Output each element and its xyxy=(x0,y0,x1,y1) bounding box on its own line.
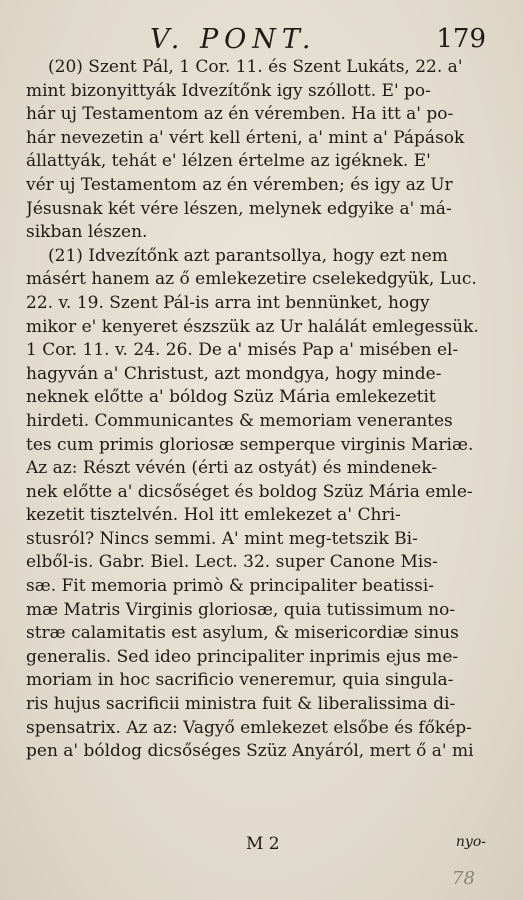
text-line: ris hujus sacrificii ministra fuit & liberalissima di- xyxy=(26,694,456,715)
text-line: pen a' bóldog dicsőséges Szüz Anyáról, mert ő a' mi xyxy=(26,741,474,762)
text-line: állattyák, tehát e' lélzen értelme az igéknek. E' xyxy=(26,151,431,172)
text-line: sæ. Fit memoria primò & principaliter beatissi- xyxy=(26,576,434,597)
text-line: mint bizonyittyák Idvezítőnk igy szóllott. E' po- xyxy=(26,80,431,101)
body-text xyxy=(26,56,486,764)
text-line: (21) Idvezítőnk azt parantsollya, hogy ezt nem xyxy=(48,245,448,266)
text-line: stusról? Nincs semmi. A' mint meg-tetszik Bi- xyxy=(26,528,418,549)
catchword: nyo- xyxy=(455,834,486,850)
text-line: Jésusnak két vére lészen, melynek edgyike a' má- xyxy=(26,198,452,219)
text-line: (20) Szent Pál, 1 Cor. 11. és Szent Lukáts, 22. a' xyxy=(48,57,463,77)
text-line: hagyván a' Christust, azt mondgya, hogy minde- xyxy=(26,363,442,384)
text-line: moriam in hoc sacrificio veneremur, quia singula- xyxy=(26,670,454,691)
text-line: hár uj Testamentom az én véremben. Ha itt a' po- xyxy=(26,104,454,125)
text-line: vér uj Testamentom az én véremben; és igy az Ur xyxy=(26,174,453,195)
page-number: 179 xyxy=(436,24,486,54)
text-line: spensatrix. Az az: Vagyő emlekezet elsőbe és főkép- xyxy=(26,717,472,738)
page-header xyxy=(40,24,486,58)
text-line: mæ Matris Virginis gloriosæ, quia tutissimum no- xyxy=(26,599,456,620)
text-line: hirdeti. Communicantes & memoriam venerantes xyxy=(26,410,453,431)
text-line: hár nevezetin a' vért kell érteni, a' mint a' Pápások xyxy=(26,127,465,148)
text-line: 1 Cor. 11. v. 24. 26. De a' misés Pap a' misében el- xyxy=(26,340,459,361)
text-line: stræ calamitatis est asylum, & misericordiæ sinus xyxy=(26,623,459,644)
text-line: sikban lészen. xyxy=(26,222,148,243)
text-line: 22. v. 19. Szent Pál-is arra int bennünket, hogy xyxy=(26,292,430,313)
text-line: nek előtte a' dicsőséget és boldog Szüz Mária emle- xyxy=(26,481,473,502)
running-head: V. PONT. xyxy=(150,24,317,55)
text-line: tes cum primis gloriosæ semperque virginis Mariæ. xyxy=(26,434,474,455)
page-footer xyxy=(40,834,486,858)
text-line: elből-is. Gabr. Biel. Lect. 32. super Canone Mis- xyxy=(26,552,438,573)
text-line: Az az: Részt vévén (érti az ostyát) és mindenek- xyxy=(26,458,438,479)
signature-mark: M 2 xyxy=(246,834,280,854)
text-line: mikor e' kenyeret észszük az Ur halálát emlegessük. xyxy=(26,316,479,337)
text-line: generalis. Sed ideo principaliter inprimis ejus me- xyxy=(26,646,459,667)
text-line: kezetit tisztelvén. Hol itt emlekezet a' Chri- xyxy=(26,505,401,526)
margin-note: 78 xyxy=(452,868,475,889)
text-line: neknek előtte a' bóldog Szüz Mária emlekezetit xyxy=(26,387,436,408)
text-line: másért hanem az ő emlekezetire cselekedgyük, Luc. xyxy=(26,269,477,290)
